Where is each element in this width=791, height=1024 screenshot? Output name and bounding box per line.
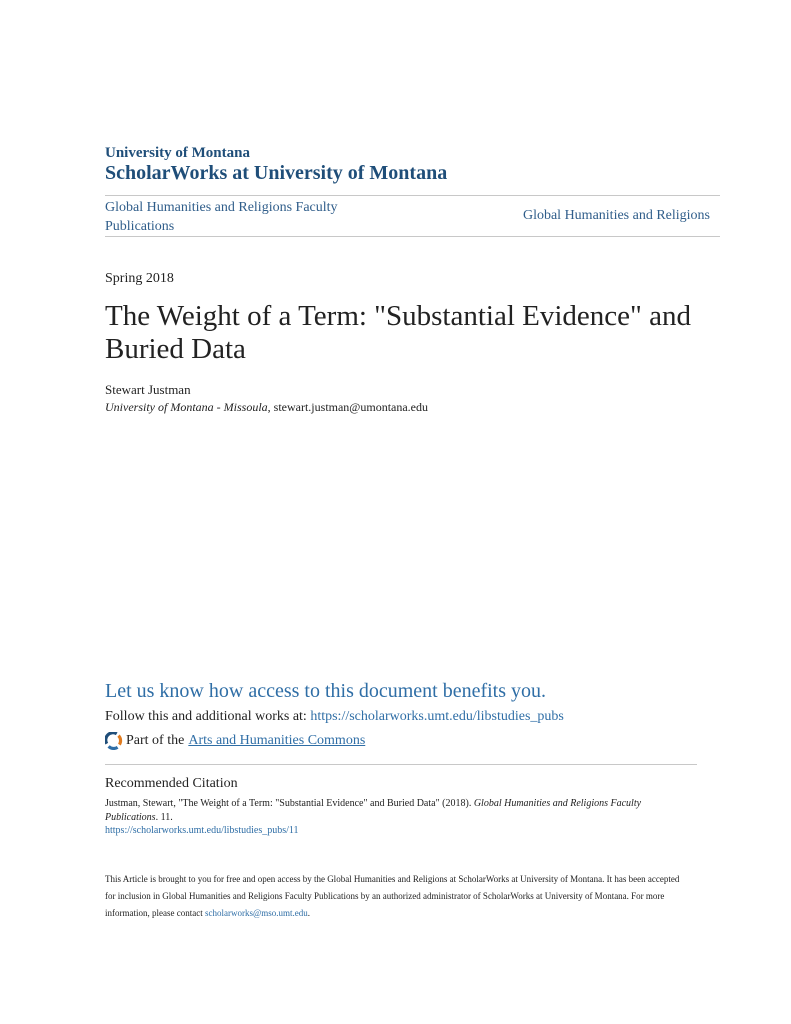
citation-number: . 11. <box>155 812 173 823</box>
author-name: Stewart Justman <box>105 382 191 397</box>
bepress-logo-icon <box>105 732 123 750</box>
citation-text <box>105 797 695 825</box>
contact-email-link[interactable]: scholarworks@mso.umt.edu <box>204 908 308 918</box>
collection-url-link[interactable]: https://scholarworks.umt.edu/libstudies_pubs <box>310 709 564 724</box>
citation-plain: Justman, Stewart, "The Weight of a Term: "Substantial Evidence" and Buried Data" (2018). <box>105 798 474 809</box>
affiliation-name: University of Montana - Missoula <box>105 400 268 414</box>
citation-url-link[interactable]: https://scholarworks.umt.edu/libstudies_pubs/11 <box>105 825 299 836</box>
publication-date: Spring 2018 <box>105 271 174 286</box>
author-affiliation <box>105 400 428 415</box>
department-link[interactable]: Global Humanities and Religions <box>522 208 710 223</box>
access-notice-text: This Article is brought to you for free and open access by the Global Humanities and Religions at ScholarWorks at University of Montana. It has been accepted for inclusion in Global Humanities and Religions Faculty Publications by an authorized administrator of ScholarWorks at University of Montana. For more information, please contact <box>105 874 680 918</box>
citation-series: Global Humanities and Religions Faculty Publications <box>105 798 642 823</box>
top-divider <box>105 195 720 196</box>
commons-link[interactable]: Arts and Humanities Commons <box>188 733 366 748</box>
author-email[interactable]: , stewart.justman@umontana.edu <box>267 400 429 414</box>
collection-link[interactable]: Global Humanities and Religions Faculty Publications <box>105 200 338 234</box>
follow-line <box>105 709 564 725</box>
part-of-line <box>105 732 365 750</box>
feedback-link[interactable]: Let us know how access to this document benefits you. <box>105 680 547 702</box>
university-name[interactable]: University of Montana <box>105 145 250 161</box>
article-title: The Weight of a Term: "Substantial Evidence" and Buried Data <box>105 300 692 365</box>
bottom-divider <box>105 236 720 237</box>
follow-label: Follow this and additional works at: <box>105 709 311 724</box>
access-notice-end: . <box>307 908 310 918</box>
citation-divider <box>105 764 697 765</box>
part-of-label: Part of the <box>126 733 185 748</box>
repository-name[interactable]: ScholarWorks at University of Montana <box>105 162 448 184</box>
citation-heading: Recommended Citation <box>105 776 238 791</box>
access-notice <box>105 871 685 922</box>
